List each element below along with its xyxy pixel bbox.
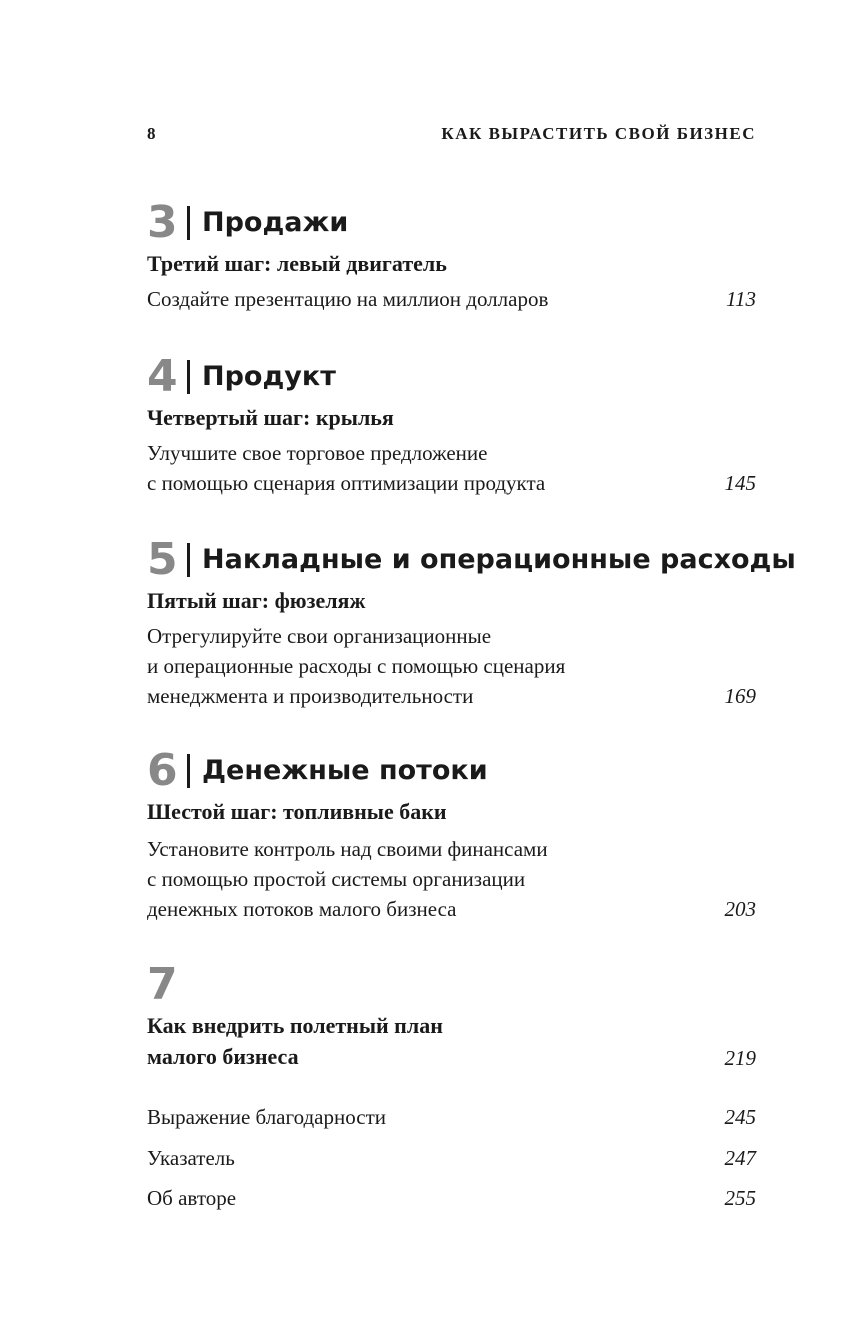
chapter-divider [187, 543, 190, 577]
chapter-title: Денежные потоки [202, 755, 488, 786]
chapter-title: Продажи [202, 207, 349, 238]
chapter-title: Накладные и операционные расходы [202, 544, 796, 575]
chapter-divider [187, 360, 190, 394]
chapter-6-page[interactable]: 203 [724, 897, 756, 921]
chapter-number: 7 [147, 959, 178, 1010]
chapter-6-desc-line[interactable]: с помощью простой системы организации [147, 867, 526, 891]
chapter-divider [187, 754, 190, 788]
chapter-4-page[interactable]: 145 [724, 471, 756, 495]
chapter-5-desc-line[interactable]: менеджмента и производительности [147, 684, 474, 708]
chapter-6-desc-line[interactable]: денежных потоков малого бизнеса [147, 897, 457, 921]
chapter-3-step[interactable]: Третий шаг: левый двигатель [147, 251, 447, 276]
chapter-6-desc-line[interactable]: Установите контроль над своими финансами [147, 837, 548, 861]
chapter-5-step[interactable]: Пятый шаг: фюзеляж [147, 588, 366, 613]
chapter-7-title-line[interactable]: Как внедрить полетный план [147, 1013, 443, 1038]
chapter-3-desc-line[interactable]: Создайте презентацию на миллион долларов [147, 287, 549, 311]
chapter-7-page[interactable]: 219 [724, 1046, 756, 1070]
chapter-number: 6 [147, 745, 178, 796]
chapter-6-heading[interactable] [147, 747, 488, 795]
page-number: 8 [147, 124, 156, 143]
chapter-3-heading[interactable] [147, 199, 348, 247]
chapter-5-page[interactable]: 169 [724, 684, 756, 708]
toc-item-acknowledgements-page[interactable]: 245 [724, 1105, 756, 1129]
chapter-7-heading[interactable] [147, 961, 181, 1009]
running-title: КАК ВЫРАСТИТЬ СВОЙ БИЗНЕС [441, 124, 756, 143]
chapter-3-page[interactable]: 113 [726, 287, 756, 311]
chapter-title: Продукт [202, 361, 336, 392]
chapter-6-step[interactable]: Шестой шаг: топливные баки [147, 799, 447, 824]
chapter-number: 3 [147, 197, 178, 248]
chapter-number: 5 [147, 534, 178, 585]
chapter-divider [187, 206, 190, 240]
chapter-7-title-line[interactable]: малого бизнеса [147, 1044, 299, 1069]
toc-item-about-author-page[interactable]: 255 [724, 1186, 756, 1210]
toc-item-about-author[interactable]: Об авторе [147, 1186, 237, 1210]
toc-item-index[interactable]: Указатель [147, 1146, 235, 1170]
toc-item-index-page[interactable]: 247 [724, 1146, 756, 1170]
chapter-4-desc-line[interactable]: Улучшите свое торговое предложение [147, 441, 488, 465]
chapter-4-heading[interactable] [147, 353, 336, 401]
chapter-4-step[interactable]: Четвертый шаг: крылья [147, 405, 394, 430]
chapter-number: 4 [147, 351, 178, 402]
chapter-5-heading[interactable] [147, 536, 796, 584]
toc-item-acknowledgements[interactable]: Выражение благодарности [147, 1105, 386, 1129]
chapter-5-desc-line[interactable]: Отрегулируйте свои организационные [147, 624, 492, 648]
chapter-4-desc-line[interactable]: с помощью сценария оптимизации продукта [147, 471, 546, 495]
chapter-5-desc-line[interactable]: и операционные расходы с помощью сценария [147, 654, 566, 678]
